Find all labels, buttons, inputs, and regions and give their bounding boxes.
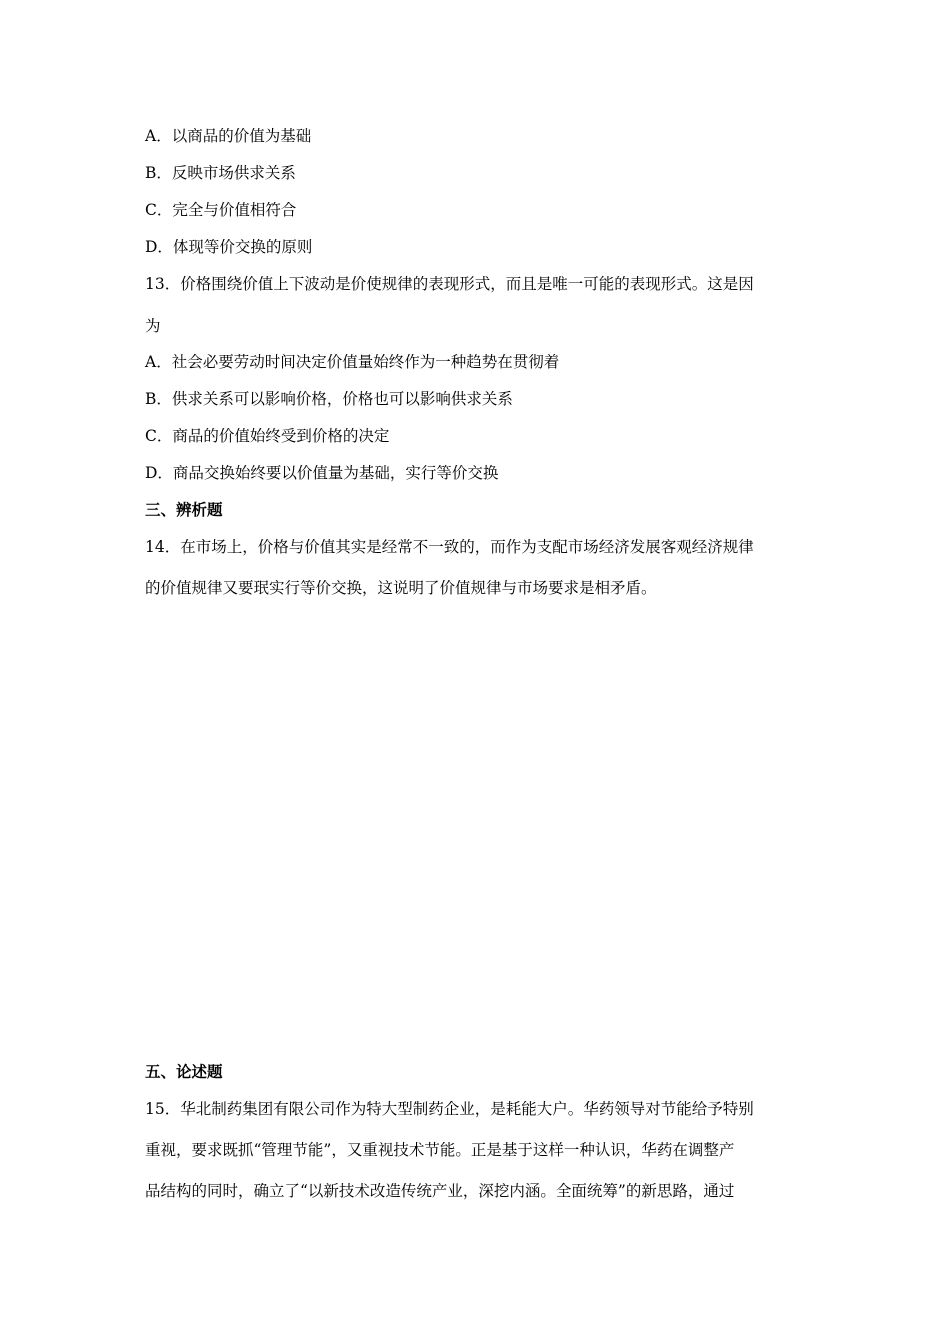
q15-line2: 重视，要求既抓“管理节能”，又重视技术节能。正是基于这样一种认识，华药在调整产: [145, 1141, 735, 1159]
q15-line1: 15．华北制药集团有限公司作为特大型制药企业，是耗能大户。华药领导对节能给予特别: [145, 1100, 754, 1118]
q13-stem-line2: 为: [145, 317, 161, 335]
section5-heading: 五、论述题: [145, 1063, 223, 1081]
q12-option-a: A．以商品的价值为基础: [145, 127, 312, 145]
q12-option-c: C．完全与价值相符合: [145, 201, 297, 219]
q13-option-a: A．社会必要劳动时间决定价值量始终作为一种趋势在贯彻着: [145, 353, 560, 371]
q12-option-d: D．体现等价交换的原则: [145, 238, 313, 256]
q15-line3: 品结构的同时，确立了“以新技术改造传统产业，深挖内涵。全面统筹”的新思路，通过: [145, 1182, 735, 1200]
q14-line2: 的价值规律又要珉实行等价交换，这说明了价值规律与市场要求是相矛盾。: [145, 579, 657, 597]
q12-option-b: B．反映市场供求关系: [145, 164, 296, 182]
section3-heading: 三、辨析题: [145, 501, 223, 519]
q13-stem-line1: 13．价格围绕价值上下波动是价使规律的表现形式，而且是唯一可能的表现形式。这是因: [145, 275, 754, 293]
q13-option-d: D．商品交换始终要以价值量为基础，实行等价交换: [145, 464, 499, 482]
q13-option-c: C．商品的价值始终受到价格的决定: [145, 427, 390, 445]
q14-line1: 14．在市场上，价格与价值其实是经常不一致的，而作为支配市场经济发展客观经济规律: [145, 538, 754, 556]
q13-option-b: B．供求关系可以影响价格，价格也可以影响供求关系: [145, 390, 513, 408]
